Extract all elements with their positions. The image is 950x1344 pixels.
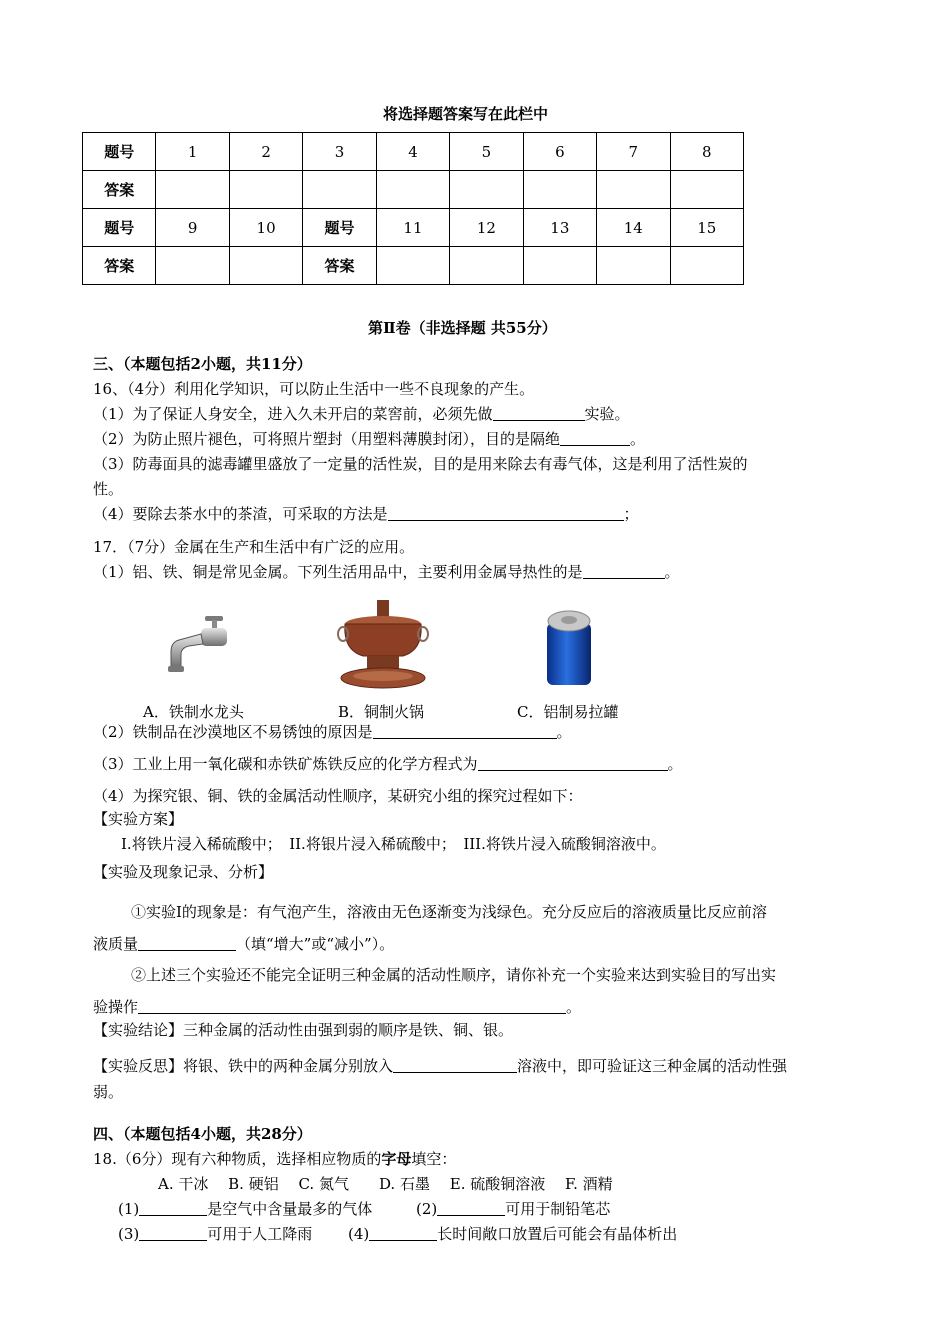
q16-sub3: （3）防毒面具的滤毒罐里盛放了一定量的活性炭，目的是用来除去有毒气体，这是利用了活性炭的 [93,455,748,473]
q16-sub3-end [93,478,123,499]
answer-blank[interactable] [583,563,665,579]
q16-sub1 [93,403,630,424]
q18-stem-text: 18.（6分）现有六种物质，选择相应物质的 [93,1150,382,1168]
answer-table [82,132,744,285]
part2-title: 第Ⅱ卷（非选择题 共55分） [368,319,557,337]
q18-item-1 [118,1198,372,1219]
plan-title: 【实验方案】 [93,810,184,828]
table-cell: 9 [156,209,229,247]
q16-sub4-end: ； [623,505,639,523]
answer-cell[interactable] [670,247,744,285]
answer-cell[interactable] [303,171,376,209]
answer-cell[interactable] [450,247,523,285]
answer-blank[interactable] [478,755,668,771]
q16-stem: 16、（4分）利用化学知识，可以防止生活中一些不良现象的产生。 [93,380,535,398]
reflection-line2: 弱。 [93,1083,124,1101]
q17-sub2 [93,721,572,742]
answer-cell[interactable] [376,247,449,285]
q18-stem [93,1148,456,1169]
q17-sub1 [93,561,680,582]
q16-sub2 [93,428,645,449]
q18-item-3 [118,1223,312,1244]
q17-sub3 [93,753,683,774]
plan-steps: Ⅰ.将铁片浸入稀硫酸中； ⅠⅠ.将银片浸入稀硫酸中； ⅠⅠⅠ.将铁片浸入硫酸铜溶液中。 [121,835,666,853]
answer-blank[interactable] [393,1057,517,1073]
record-2-text: 验操作 [93,998,139,1016]
reflection-tail: 溶液中，即可验证这三种金属的活动性强 [517,1057,788,1075]
q17-sub3-end: 。 [667,755,683,773]
table-row [83,247,744,285]
table-cell: 答案 [83,171,156,209]
hotpot-image [333,598,433,696]
answer-blank[interactable] [138,998,566,1014]
q18-item-4 [348,1223,677,1244]
option-b: B．铜制火锅 [338,703,425,721]
table-cell: 答案 [303,247,376,285]
q16-sub2-end: 。 [630,430,646,448]
table-cell: 4 [376,133,449,171]
record-1-text: 液质量 [93,935,139,953]
table-cell: 3 [303,133,376,171]
q16-sub2-text: （2）为防止照片褪色，可将照片塑封（用塑料薄膜封闭），目的是隔绝 [93,430,561,448]
answer-blank[interactable] [373,723,557,739]
q16-sub4 [93,503,639,524]
section-4-heading: 四、（本题包括4小题，共28分） [93,1125,312,1143]
answer-blank[interactable] [493,405,585,421]
table-cell: 题号 [303,209,376,247]
q16-sub4-text: （4）要除去茶水中的茶渣，可采取的方法是 [93,505,388,523]
table-title: 将选择题答案写在此栏中 [383,105,549,123]
reflection-text: 【实验反思】将银、铁中的两种金属分别放入 [93,1057,394,1075]
table-row [83,171,744,209]
answer-blank[interactable] [139,1225,207,1241]
option-a: A．铁制水龙头 [143,703,244,721]
q18-item-1-text: 是空气中含量最多的气体 [207,1200,373,1218]
table-cell: 2 [229,133,302,171]
q16-sub1-end: 实验。 [584,405,630,423]
table-cell: 5 [450,133,523,171]
q18-item-4-num: (4) [348,1225,370,1243]
answer-cell[interactable] [156,171,229,209]
q17-sub4: （4）为探究银、铜、铁的金属活动性顺序，某研究小组的探究过程如下： [93,787,583,805]
table-cell: 题号 [83,133,156,171]
q18-item-3-num: (3) [118,1225,140,1243]
answer-cell[interactable] [229,247,302,285]
answer-cell[interactable] [597,247,670,285]
answer-blank[interactable] [560,430,630,446]
table-cell: 12 [450,209,523,247]
answer-blank[interactable] [437,1200,505,1216]
option-c: C．铝制易拉罐 [517,703,619,721]
can-image [543,607,595,689]
record-1-end: （填“增大”或“减小”）。 [236,935,395,953]
q18-item-3-text: 可用于人工降雨 [207,1225,313,1243]
conclusion: 【实验结论】三种金属的活动性由强到弱的顺序是铁、铜、银。 [93,1021,514,1039]
q18-options: A. 干冰 B. 硬铝 C. 氮气 D. 石墨 E. 硫酸铜溶液 F. 酒精 [158,1175,613,1193]
record-title: 【实验及现象记录、分析】 [93,863,274,881]
answer-blank[interactable] [388,505,624,521]
table-cell: 答案 [83,247,156,285]
answer-cell[interactable] [156,247,229,285]
q18-stem-end: 填空： [411,1150,457,1168]
table-cell: 11 [376,209,449,247]
q17-sub2-text: （2）铁制品在沙漠地区不易锈蚀的原因是 [93,723,373,741]
table-cell: 8 [670,133,744,171]
answer-cell[interactable] [450,171,523,209]
reflection-line1 [93,1055,787,1076]
record-1-line1: ①实验Ⅰ的现象是：有气泡产生，溶液由无色逐渐变为浅绿色。充分反应后的溶液质量比反应前溶 [131,903,767,921]
answer-blank[interactable] [369,1225,437,1241]
faucet-image [165,612,235,682]
table-cell: 6 [523,133,596,171]
answer-cell[interactable] [376,171,449,209]
q18-item-2 [416,1198,610,1219]
answer-cell[interactable] [597,171,670,209]
table-cell: 14 [597,209,670,247]
table-cell: 7 [597,133,670,171]
q17-sub1-text: （1）铝、铁、铜是常见金属。下列生活用品中，主要利用金属导热性的是 [93,563,583,581]
answer-cell[interactable] [523,171,596,209]
q16-sub3-tail: 性。 [93,480,124,498]
q18-item-1-num: (1) [118,1200,140,1218]
answer-blank[interactable] [138,935,236,951]
answer-cell[interactable] [523,247,596,285]
q18-item-2-text: 可用于制铅笔芯 [505,1200,611,1218]
answer-blank[interactable] [139,1200,207,1216]
record-1-line2 [93,933,394,954]
table-cell: 1 [156,133,229,171]
table-row [83,209,744,247]
section-3-heading: 三、（本题包括2小题，共11分） [93,355,312,373]
answer-cell[interactable] [229,171,302,209]
q18-item-2-num: (2) [416,1200,438,1218]
table-cell: 15 [670,209,744,247]
record-2-line1: ②上述三个实验还不能完全证明三种金属的活动性顺序，请你补充一个实验来达到实验目的写出实 [131,966,777,984]
q17-stem: 17．（7分）金属在生产和生活中有广泛的应用。 [93,538,415,556]
q18-stem-emphasis: 字母 [381,1150,412,1168]
q17-sub1-end: 。 [664,563,680,581]
answer-cell[interactable] [670,171,744,209]
q17-sub2-end: 。 [556,723,572,741]
table-cell: 13 [523,209,596,247]
table-cell: 10 [229,209,302,247]
record-2-line2 [93,996,581,1017]
table-cell: 题号 [83,209,156,247]
table-row [83,133,744,171]
q17-sub3-text: （3）工业上用一氧化碳和赤铁矿炼铁反应的化学方程式为 [93,755,478,773]
q16-sub1-text: （1）为了保证人身安全，进入久未开启的菜窖前，必须先做 [93,405,493,423]
record-2-end: 。 [566,998,582,1016]
q18-item-4-text: 长时间敞口放置后可能会有晶体析出 [437,1225,678,1243]
